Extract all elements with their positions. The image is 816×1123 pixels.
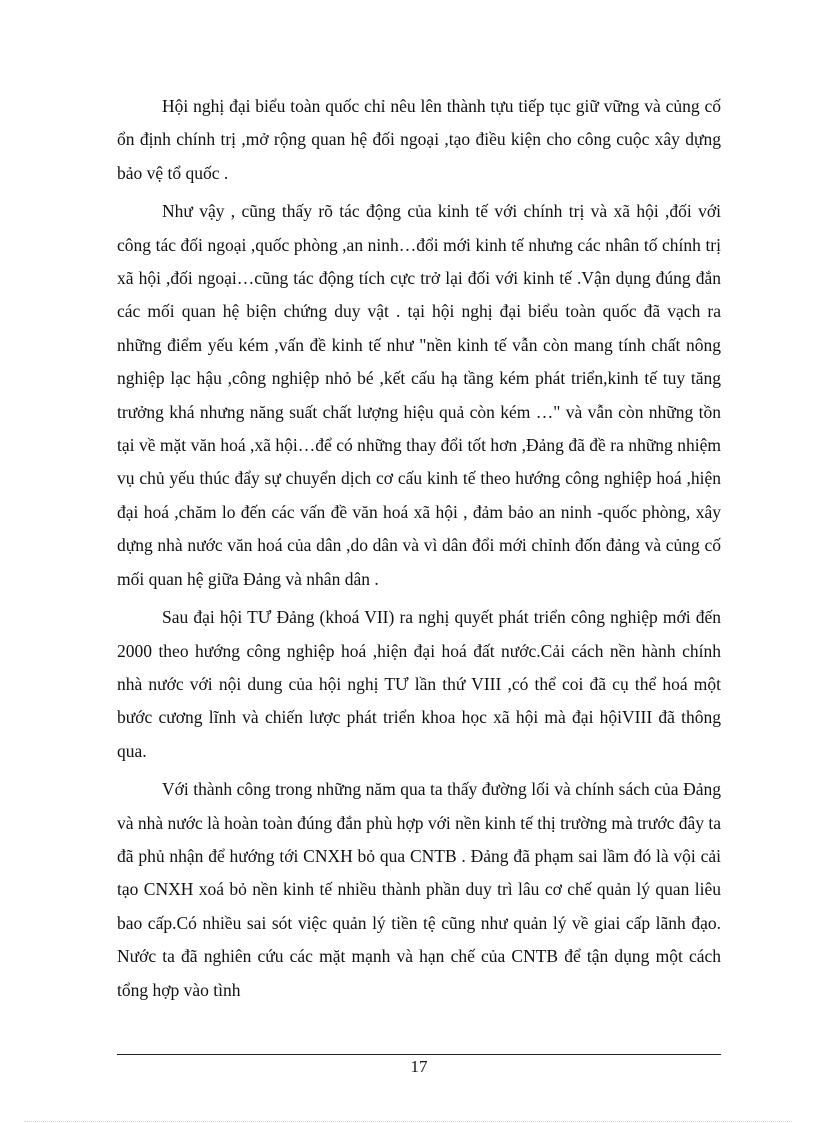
paragraph: Hội nghị đại biểu toàn quốc chỉ nêu lên thành tựu tiếp tục giữ vững và củng cố ổn định chính trị ,mở rộng quan hệ đối ngoại ,tạo điều kiện cho công cuộc xây dựng bảo vệ tổ quốc . xyxy=(117,96,721,183)
paragraph: Như vậy , cũng thấy rõ tác động của kinh tế với chính trị và xã hội ,đối với công tác đối ngoại ,quốc phòng ,an ninh…đổi mới kinh tế nhưng các nhân tố chính trị xã hội ,đối ngoại…cũng tác động tích cực trở lại đối với kinh tế .Vận dụng đúng đắn các mối quan hệ biện chứng duy vật . tại hội nghị đại biểu toàn quốc đã vạch ra những điểm yếu kém ,vấn đề kinh tế như "nền kinh tế vẫn còn mang tính chất nông nghiệp lạc hậu ,công nghiệp nhỏ bé ,kết cấu hạ tầng kém phát triển,kinh tế tuy tăng trưởng khá nhưng năng suất chất lượng hiệu quả còn kém …" và vẫn còn những tồn tại về mặt văn hoá ,xã hội…để có những thay đổi tốt hơn ,Đảng đã đề ra những nhiệm vụ chủ yếu thúc đẩy sự chuyển dịch cơ cấu kinh tế theo hướng công nghiệp hoá ,hiện đại hoá ,chăm lo đến các vấn đề văn hoá xã hội , đảm bảo an ninh -quốc phòng, xây dựng nhà nước văn hoá của dân ,do dân và vì dân đổi mới chỉnh đốn đảng và củng cố mối quan hệ giữa Đảng và nhân dân . xyxy=(117,201,721,589)
paragraph: Sau đại hội TƯ Đảng (khoá VII) ra nghị quyết phát triển công nghiệp mới đến 2000 theo hướng công nghiệp hoá ,hiện đại hoá đất nước.Cải cách nền hành chính nhà nước với nội dung của hội nghị TƯ lần thứ VIII ,có thể coi đã cụ thể hoá một bước cương lĩnh và chiến lược phát triển khoa học xã hội mà đại hộiVIII đã thông qua. xyxy=(117,607,721,761)
footer-divider xyxy=(117,1054,721,1055)
page-bottom-border xyxy=(24,1121,792,1122)
page-number: 17 xyxy=(410,1057,428,1076)
document-body xyxy=(117,90,721,1012)
paragraph: Với thành công trong những năm qua ta thấy đường lối và chính sách của Đảng và nhà nước là hoàn toàn đúng đắn phù hợp với nền kinh tế thị trường mà trước đây ta đã phủ nhận để hướng tới CNXH bỏ qua CNTB . Đảng đã phạm sai lầm đó là vội cải tạo CNXH xoá bỏ nền kinh tế nhiều thành phần duy trì lâu cơ chế quản lý quan liêu bao cấp.Có nhiều sai sót việc quản lý tiền tệ cũng như quản lý về giai cấp lãnh đạo. Nước ta đã nghiên cứu các mặt mạnh và hạn chế của CNTB để tận dụng một cách tổng hợp vào tình xyxy=(117,779,721,1000)
